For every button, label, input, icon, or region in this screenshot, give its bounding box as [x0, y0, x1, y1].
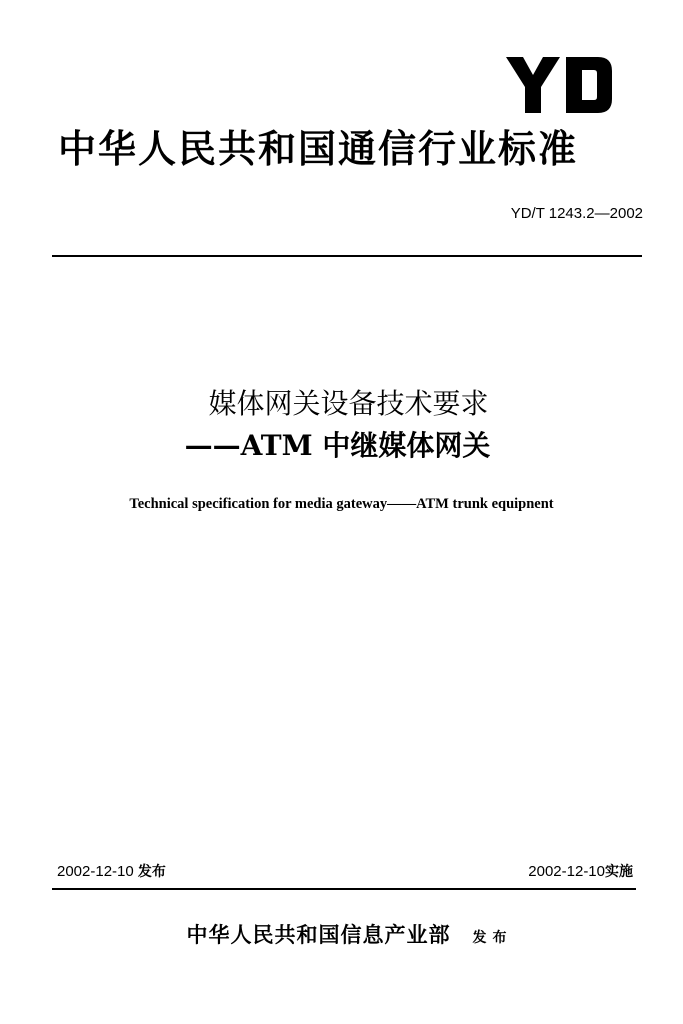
issue-label: 发布 [137, 864, 166, 880]
issue-date: 2002-12-10 [57, 863, 134, 880]
publisher-line [0, 920, 683, 953]
yd-logo [506, 57, 616, 113]
top-divider [52, 255, 642, 257]
standard-category-title: 中华人民共和国通信行业标准 [58, 127, 579, 171]
publisher: 中华人民共和国信息产业部 [186, 922, 451, 947]
standard-number: YD/T 1243.2—2002 [510, 205, 643, 222]
publish-label: 发布 [472, 930, 513, 946]
implementation-date: 2002-12-10 [528, 863, 605, 880]
implementation-label: 实施 [605, 864, 633, 880]
document-subtitle-cn: ——ATM 中继媒体网关 [184, 429, 491, 462]
issue-date-block [57, 862, 166, 882]
implementation-date-block [528, 862, 633, 882]
document-title-cn: 媒体网关设备技术要求 [208, 387, 489, 420]
bottom-divider [52, 888, 636, 890]
document-title-en: Technical specification for media gateway——ATM trunk equipnent [129, 496, 554, 512]
